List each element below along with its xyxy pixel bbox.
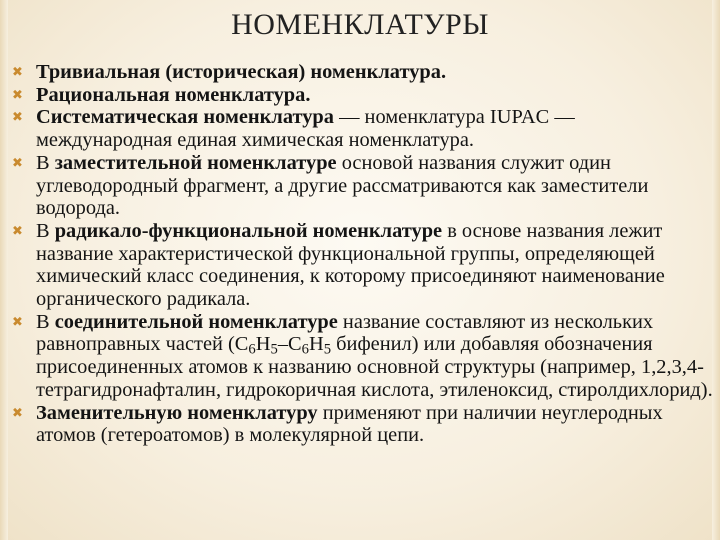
item-prefix: В [36, 151, 55, 174]
item-bold-text: заместительной номенклатуре [54, 151, 337, 174]
item-bold-text: Тривиальная (историческая) номенклатура. [36, 61, 447, 83]
item-bold-text: Систематическая номенклатура [36, 106, 334, 129]
left-edge-shade [0, 0, 8, 540]
item-text: в основе названия лежит название характеристической функциональной группы, определяющей химический класс соединения, к которому присоединяют наименование органического радикала. [36, 219, 665, 311]
slide-title: НОМЕНКЛАТУРЫ [231, 8, 489, 41]
item-bold-text: радикало-функциональной номенклатуре [54, 219, 443, 242]
x-mark-icon: ✖ [12, 155, 23, 171]
item-text: основой названия служит один углеводородный фрагмент, а другие рассматриваются как заместители водорода. [36, 151, 649, 220]
item-prefix: В [36, 219, 55, 242]
x-mark-icon: ✖ [12, 110, 23, 126]
item-text: название составляют из нескольких равноправных частей ( [36, 310, 654, 356]
x-mark-icon: ✖ [12, 405, 23, 421]
x-mark-icon: ✖ [12, 87, 23, 103]
item-text-continued: бифенил) или добавляя обозначения присоединенных атомов к названию основной структуры (например, 1,2,3,4-тетрагидронафталин, гидрокоричная кислота, этиленоксид, стиролдихлорид). [36, 333, 713, 401]
list-item [10, 152, 714, 220]
bullet-list [10, 61, 714, 447]
list-item [10, 220, 714, 311]
item-bold-text: Рациональная номенклатура. [36, 83, 311, 106]
x-mark-icon: ✖ [12, 223, 23, 239]
x-mark-icon: ✖ [12, 314, 23, 330]
item-bold-text: Заменительную номенклатуру [36, 401, 318, 424]
x-mark-icon: ✖ [12, 65, 23, 80]
list-item [10, 61, 714, 84]
list-item [10, 106, 714, 151]
item-prefix: В [36, 310, 55, 333]
item-bold-text: соединительной номенклатуре [54, 310, 338, 333]
item-text: — номенклатура IUPAC — международная единая химическая номенклатура. [36, 106, 575, 152]
list-item [10, 311, 714, 402]
list-item [10, 402, 714, 447]
biphenyl-formula: $C_6H_5-C_6H_5$ [234, 333, 332, 359]
item-text: применяют при наличии неуглеродных атомов (гетероатомов) в молекулярной цепи. [36, 401, 663, 447]
list-item [10, 84, 714, 107]
